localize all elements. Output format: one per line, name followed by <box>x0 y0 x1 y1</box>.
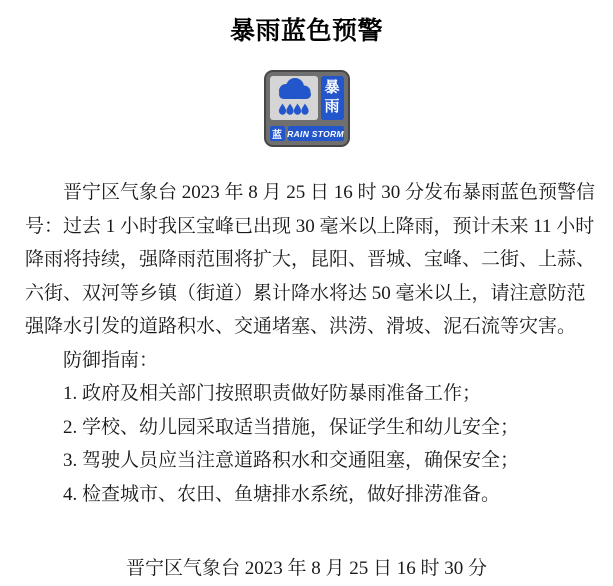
guide-heading: 防御指南： <box>63 349 159 371</box>
guide-item: 3. 驾驶人员应当注意道路积水和交通阻塞，确保安全； <box>63 450 520 471</box>
paragraph-line: 号：过去 1 小时我区宝峰已出现 30 毫米以上降雨，预计未来 11 小时 <box>25 215 595 237</box>
guide-item: 2. 学校、幼儿园采取适当措施，保证学生和幼儿安全； <box>63 416 520 438</box>
rainstorm-blue-warning-badge <box>264 70 350 147</box>
paragraph-line: 六街、双河等乡镇（街道）累计降水将达 50 毫米以上，请注意防范 <box>25 282 586 304</box>
badge-english-label: RAIN STORM <box>288 126 344 141</box>
badge-level-blue-mark: 蓝 <box>270 126 285 141</box>
warning-body <box>0 176 613 511</box>
paragraph-line: 强降水引发的道路积水、交通堵塞、洪涝、滑坡、泥石流等灾害。 <box>25 316 577 337</box>
paragraph-line: 降雨将持续，强降雨范围将扩大，昆阳、晋城、宝峰、二街、上蒜、 <box>25 249 596 270</box>
page-title: 暴雨蓝色预警 <box>229 18 383 45</box>
paragraph-line: 晋宁区气象台 2023 年 8 月 25 日 16 时 30 分发布暴雨蓝色预警信 <box>63 182 596 203</box>
guide-item: 1. 政府及相关部门按照职责做好防暴雨准备工作； <box>63 383 482 404</box>
badge-char-bao: 暴 <box>324 79 340 96</box>
guide-item: 4. 检查城市、农田、鱼塘排水系统，做好排涝准备。 <box>63 483 501 505</box>
badge-char-yu: 雨 <box>324 99 340 115</box>
issuer-footer: 晋宁区气象台 2023 年 8 月 25 日 16 时 30 分 <box>125 558 487 579</box>
rain-cloud-icon <box>270 76 318 120</box>
badge-chinese-label <box>321 76 344 120</box>
